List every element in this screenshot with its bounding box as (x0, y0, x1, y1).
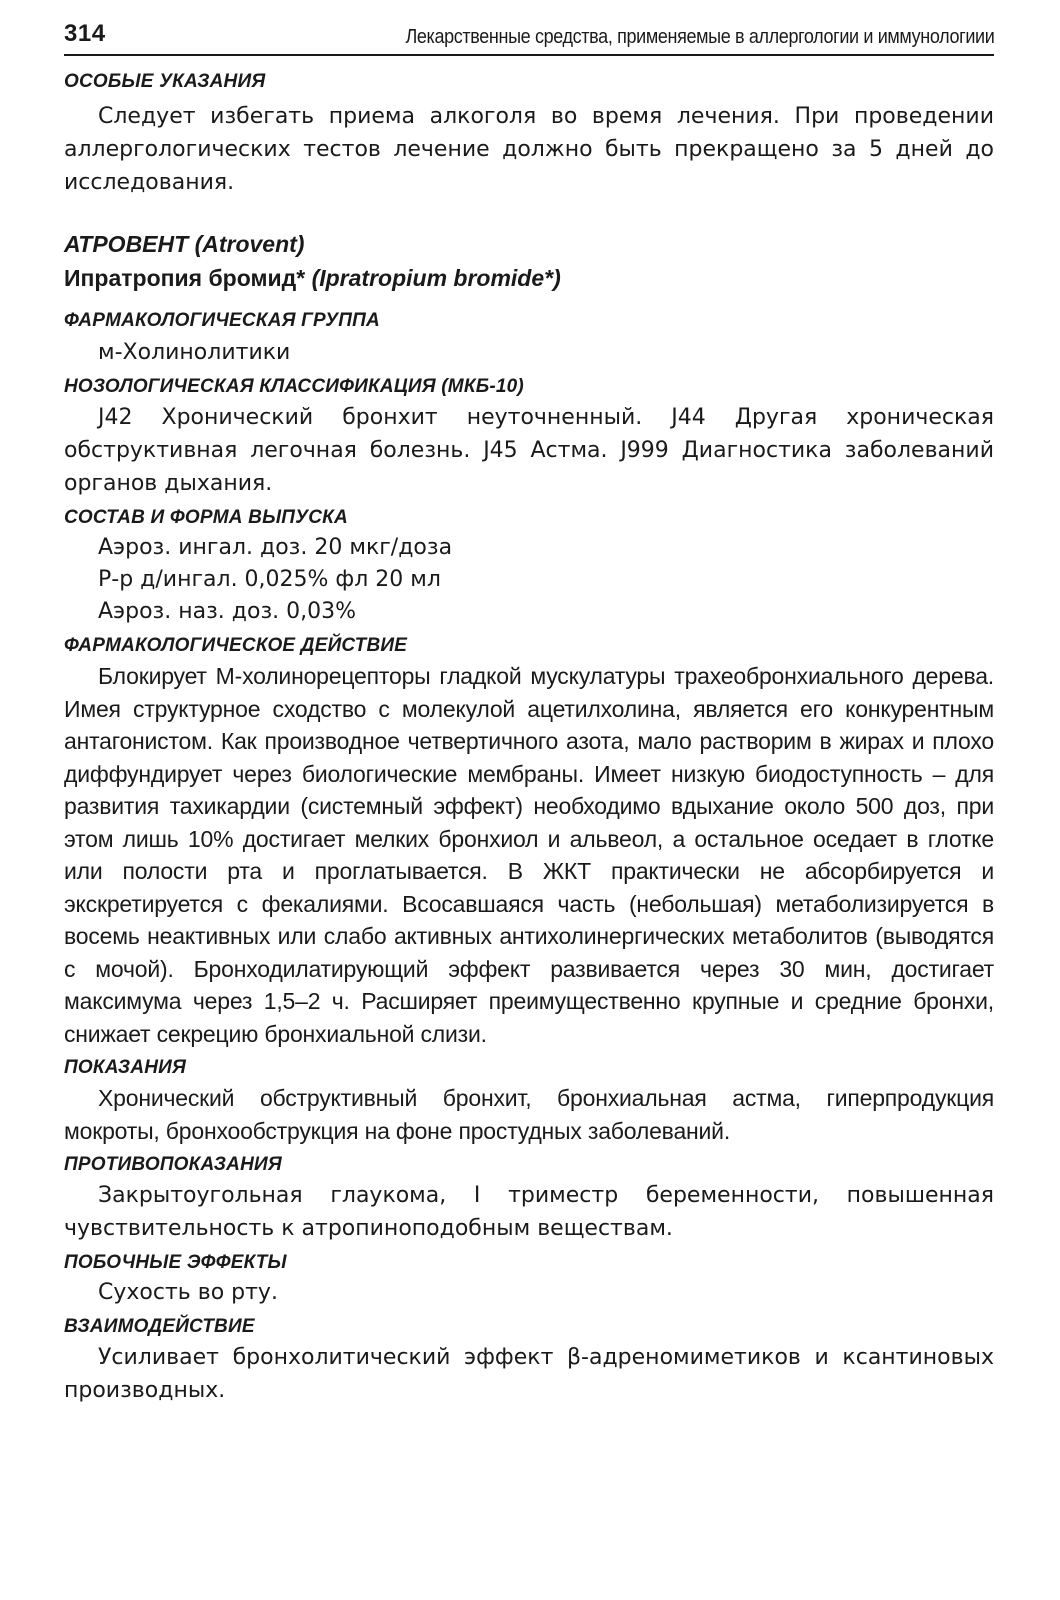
nosology-text: J42 Хронический бронхит неуточненный. J44 Другая хроническая обструктивная легочная болезнь. J45 Астма. J999 Диагностика заболеваний органов дыхания. (64, 405, 994, 496)
drug-inn (64, 261, 994, 295)
pharm-group-heading: ФАРМАКОЛОГИЧЕСКАЯ ГРУППА (64, 310, 380, 331)
composition-line: Р-р д/ингал. 0,025% фл 20 мл (98, 567, 441, 592)
page-number: 314 (64, 20, 106, 47)
composition-heading: СОСТАВ И ФОРМА ВЫПУСКА (64, 507, 348, 528)
contraindications-text: Закрытоугольная глаукома, I триместр беременности, повышенная чувствительность к атропиноподобным веществам. (64, 1183, 994, 1241)
interaction-text: Усиливает бронхолитический эффект β-адреномиметиков и ксантиновых производных. (64, 1345, 994, 1403)
side-effects-text: Сухость во рту. (98, 1280, 278, 1305)
running-header (64, 14, 994, 56)
special-instructions-heading: ОСОБЫЕ УКАЗАНИЯ (64, 71, 266, 92)
action-heading: ФАРМАКОЛОГИЧЕСКОЕ ДЕЙСТВИЕ (64, 635, 408, 656)
composition-line: Аэроз. наз. доз. 0,03% (98, 599, 357, 624)
book-page (64, 14, 994, 1407)
drug-trade-name-text: АТРОВЕНТ (Atrovent) (64, 231, 305, 257)
pharm-group-text: м-Холинолитики (98, 340, 291, 365)
drug-inn-lat: (Ipratropium bromide*) (311, 265, 561, 291)
drug-inn-ru: Ипратропия бромид* (64, 265, 306, 291)
composition-line: Аэроз. ингал. доз. 20 мкг/доза (98, 535, 453, 560)
special-instructions-text: Следует избегать приема алкоголя во время лечения. При проведении аллергологических тестов лечение должно быть прекращено за 5 дней до исследования. (64, 104, 994, 195)
contraindications-heading: ПРОТИВОПОКАЗАНИЯ (64, 1154, 282, 1175)
nosology-heading: НОЗОЛОГИЧЕСКАЯ КЛАССИФИКАЦИЯ (МКБ-10) (64, 376, 524, 397)
indications-heading: ПОКАЗАНИЯ (64, 1057, 187, 1078)
interaction-heading: ВЗАИМОДЕЙСТВИЕ (64, 1316, 255, 1337)
indications-text: Хронический обструктивный бронхит, бронхиальная астма, гиперпродукция мокроты, бронхообструкция на фоне простудных заболеваний. (64, 1085, 994, 1144)
running-title: Лекарственные средства, применяемые в аллергологии и иммунологиии (405, 26, 994, 48)
action-text: Блокирует М-холинорецепторы гладкой мускулатуры трахеобронхиального дерева. Имея структурное сходство с молекулой ацетилхолина, является его конкурентным антагонистом. Как производное четвертичного азота, мало растворим в жирах и плохо диффундирует через биологические мембраны. Имеет низкую биодоступность – для развития тахикардии (системный эффект) необходимо вдыхание около 500 доз, при этом лишь 10% достигает мелких бронхиол и альвеол, а остальное оседает в глотке или полости рта и проглатывается. В ЖКТ практически не абсорбируется и экскретируется с фекалиями. Всосавшаяся часть (небольшая) метаболизируется в восемь неактивных или слабо активных антихолинергических метаболитов (выводятся с мочой). Бронходилатирующий эффект развивается через 30 мин, достигает максимума через 1,5–2 ч. Расширяет преимущественно крупные и средние бронхи, снижает секрецию бронхиальной слизи. (64, 663, 994, 1047)
drug-trade-name (64, 227, 994, 261)
side-effects-heading: ПОБОЧНЫЕ ЭФФЕКТЫ (64, 1252, 287, 1273)
